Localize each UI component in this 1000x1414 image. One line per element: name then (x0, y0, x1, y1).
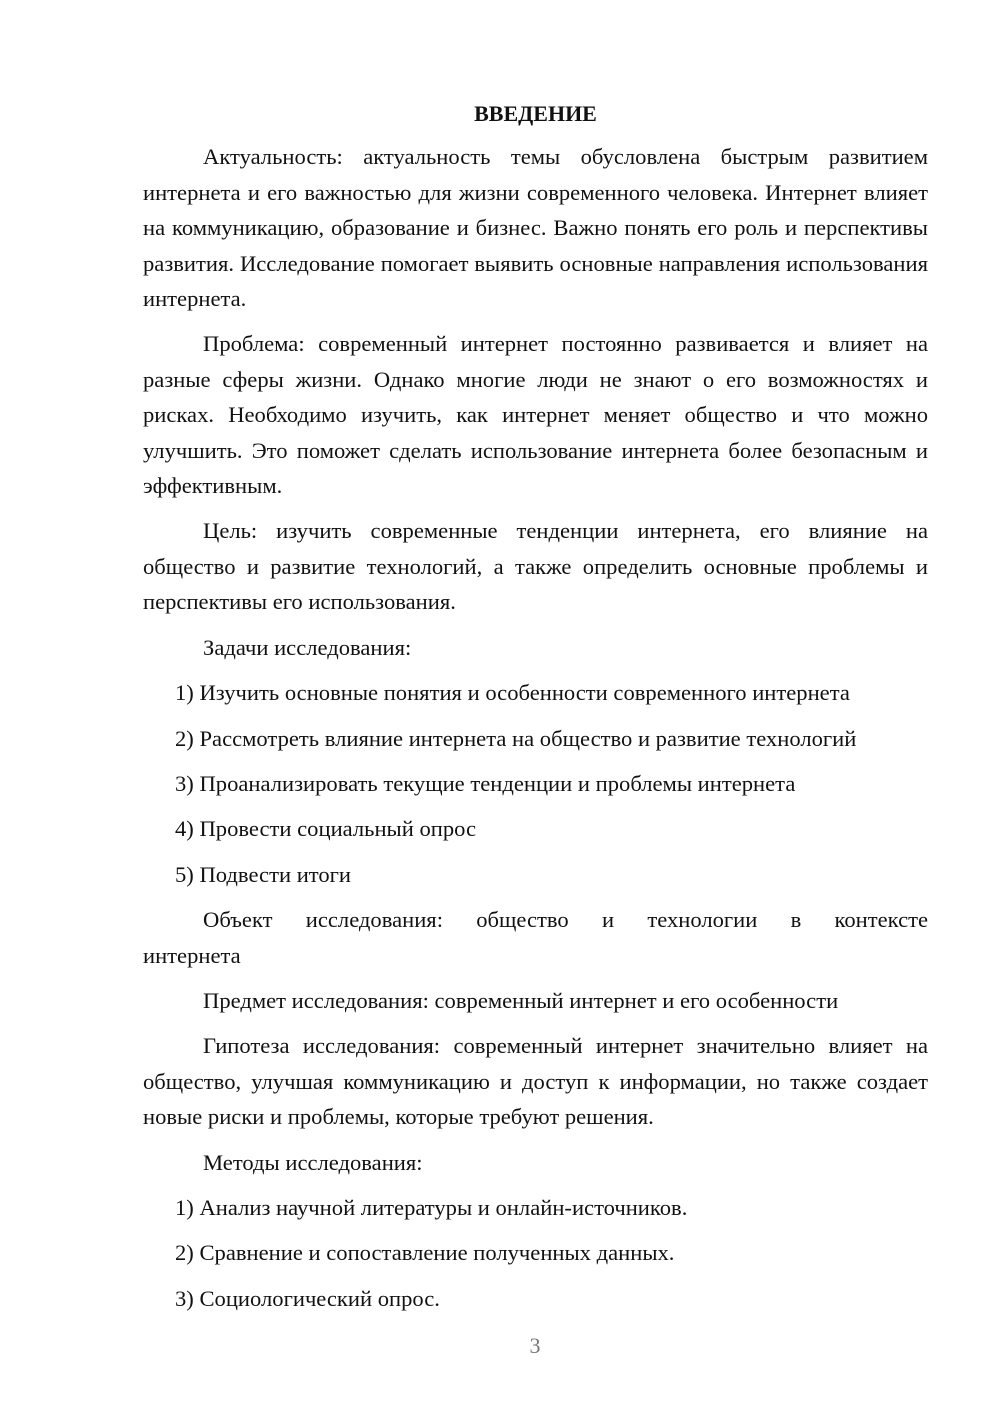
task-item: 1) Изучить основные понятия и особенности современного интернета (175, 680, 850, 706)
methods-label: Методы исследования: (203, 1149, 423, 1175)
object-paragraph (143, 902, 928, 973)
page-content (143, 96, 928, 1326)
object-line-2: интернета (143, 942, 241, 968)
page-number: 3 (529, 1333, 541, 1358)
goal-paragraph: Цель: изучить современные тенденции интернета, его влияние на общество и развитие технологий, а также определить основные проблемы и перспективы его использования. (143, 518, 928, 615)
task-item: 4) Провести социальный опрос (175, 816, 477, 842)
method-item: 3) Социологический опрос. (175, 1285, 440, 1311)
subject-paragraph: Предмет исследования: современный интернет и его особенности (203, 987, 839, 1013)
page-heading: ВВЕДЕНИЕ (474, 101, 597, 126)
task-item: 2) Рассмотреть влияние интернета на общество и развитие технологий (175, 725, 857, 751)
task-item: 5) Подвести итоги (175, 861, 352, 887)
object-line-1: Объект исследования: общество и технологии в контексте (203, 907, 928, 933)
method-item: 2) Сравнение и сопоставление полученных данных. (175, 1240, 675, 1266)
task-item: 3) Проанализировать текущие тенденции и проблемы интернета (175, 770, 796, 796)
relevance-paragraph: Актуальность: актуальность темы обусловлена быстрым развитием интернета и его важностью для жизни современного человека. Интернет влияет на коммуникацию, образование и бизнес. Важно понять его роль и перспективы развития. Исследование помогает выявить основные направления использования интернета. (143, 144, 928, 312)
tasks-label: Задачи исследования: (203, 634, 412, 660)
method-item: 1) Анализ научной литературы и онлайн-источников. (175, 1194, 688, 1220)
hypothesis-paragraph: Гипотеза исследования: современный интернет значительно влияет на общество, улучшая коммуникацию и доступ к информации, но также создает новые риски и проблемы, которые требуют решения. (143, 1033, 928, 1130)
problem-paragraph: Проблема: современный интернет постоянно развивается и влияет на разные сферы жизни. Однако многие люди не знают о его возможностях и рисках. Необходимо изучить, как интернет меняет общество и что можно улучшить. Это поможет сделать использование интернета более безопасным и эффективным. (143, 331, 928, 499)
